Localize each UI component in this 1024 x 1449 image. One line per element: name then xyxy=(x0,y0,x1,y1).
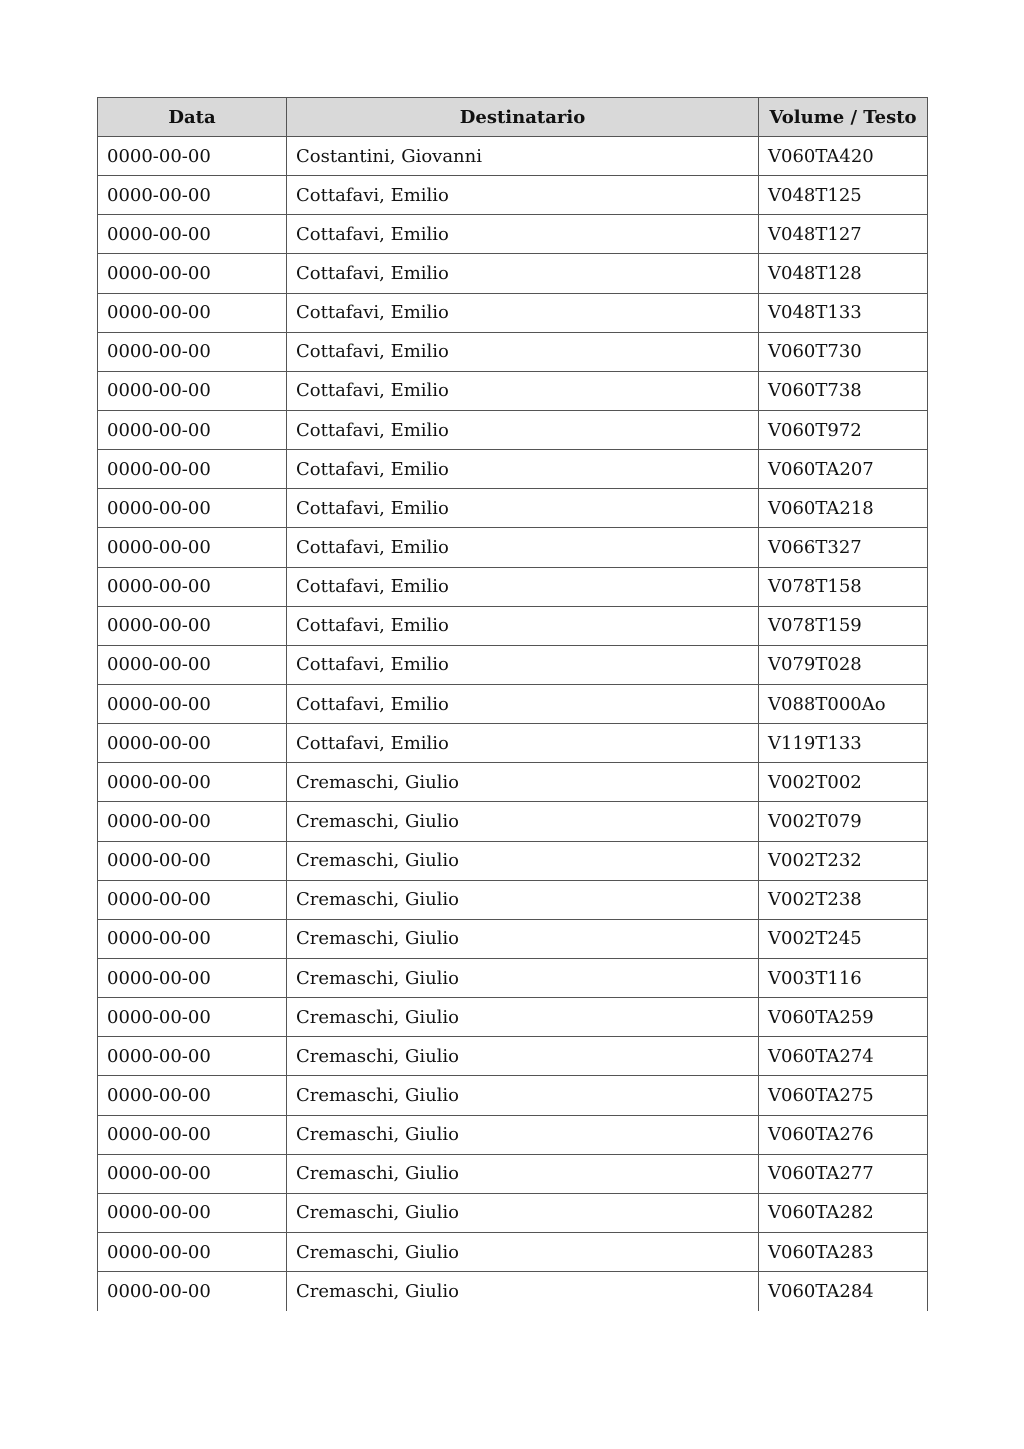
table-header-row xyxy=(98,98,928,137)
cell-recipient: Cottafavi, Emilio xyxy=(287,371,759,410)
cell-recipient: Cottafavi, Emilio xyxy=(287,606,759,645)
cell-volume-text: V060TA259 xyxy=(759,998,928,1037)
cell-recipient: Cottafavi, Emilio xyxy=(287,684,759,723)
cell-date: 0000-00-00 xyxy=(98,1154,287,1193)
cell-recipient: Cremaschi, Giulio xyxy=(287,841,759,880)
cell-volume-text: V088T000Ao xyxy=(759,684,928,723)
cell-date: 0000-00-00 xyxy=(98,1193,287,1232)
table-row xyxy=(98,293,928,332)
cell-date: 0000-00-00 xyxy=(98,528,287,567)
table-row xyxy=(98,802,928,841)
cell-recipient: Cottafavi, Emilio xyxy=(287,645,759,684)
cell-volume-text: V060TA207 xyxy=(759,450,928,489)
cell-volume-text: V060TA283 xyxy=(759,1232,928,1271)
cell-volume-text: V048T133 xyxy=(759,293,928,332)
cell-date: 0000-00-00 xyxy=(98,176,287,215)
cell-recipient: Cottafavi, Emilio xyxy=(287,254,759,293)
cell-volume-text: V002T238 xyxy=(759,880,928,919)
table-row xyxy=(98,332,928,371)
table-row xyxy=(98,215,928,254)
cell-volume-text: V066T327 xyxy=(759,528,928,567)
cell-date: 0000-00-00 xyxy=(98,684,287,723)
cell-date: 0000-00-00 xyxy=(98,1076,287,1115)
cell-date: 0000-00-00 xyxy=(98,371,287,410)
cell-recipient: Cremaschi, Giulio xyxy=(287,880,759,919)
cell-volume-text: V048T128 xyxy=(759,254,928,293)
cell-recipient: Cottafavi, Emilio xyxy=(287,450,759,489)
cell-recipient: Cremaschi, Giulio xyxy=(287,1193,759,1232)
cell-recipient: Cremaschi, Giulio xyxy=(287,1232,759,1271)
cell-date: 0000-00-00 xyxy=(98,1115,287,1154)
table-row xyxy=(98,1115,928,1154)
cell-volume-text: V060T730 xyxy=(759,332,928,371)
cell-recipient: Cremaschi, Giulio xyxy=(287,998,759,1037)
table-row xyxy=(98,958,928,997)
table-row xyxy=(98,919,928,958)
cell-date: 0000-00-00 xyxy=(98,880,287,919)
cell-recipient: Cottafavi, Emilio xyxy=(287,528,759,567)
table-row xyxy=(98,567,928,606)
cell-volume-text: V078T159 xyxy=(759,606,928,645)
cell-date: 0000-00-00 xyxy=(98,1037,287,1076)
table-row xyxy=(98,763,928,802)
cell-date: 0000-00-00 xyxy=(98,1272,287,1311)
cell-date: 0000-00-00 xyxy=(98,332,287,371)
cell-volume-text: V060TA276 xyxy=(759,1115,928,1154)
table-row xyxy=(98,1272,928,1311)
table-row xyxy=(98,606,928,645)
table-row xyxy=(98,841,928,880)
cell-recipient: Cottafavi, Emilio xyxy=(287,410,759,449)
cell-volume-text: V060TA275 xyxy=(759,1076,928,1115)
cell-recipient: Cremaschi, Giulio xyxy=(287,958,759,997)
cell-volume-text: V078T158 xyxy=(759,567,928,606)
table-row xyxy=(98,684,928,723)
cell-recipient: Costantini, Giovanni xyxy=(287,137,759,176)
cell-volume-text: V002T245 xyxy=(759,919,928,958)
cell-date: 0000-00-00 xyxy=(98,215,287,254)
cell-recipient: Cottafavi, Emilio xyxy=(287,724,759,763)
cell-date: 0000-00-00 xyxy=(98,645,287,684)
cell-date: 0000-00-00 xyxy=(98,998,287,1037)
cell-volume-text: V060TA218 xyxy=(759,489,928,528)
table-row xyxy=(98,137,928,176)
cell-recipient: Cottafavi, Emilio xyxy=(287,176,759,215)
cell-recipient: Cremaschi, Giulio xyxy=(287,1115,759,1154)
table-row xyxy=(98,450,928,489)
table-row xyxy=(98,489,928,528)
table-row xyxy=(98,1193,928,1232)
table-row xyxy=(98,1037,928,1076)
cell-date: 0000-00-00 xyxy=(98,137,287,176)
cell-volume-text: V002T232 xyxy=(759,841,928,880)
letters-index-table xyxy=(97,97,928,1311)
cell-date: 0000-00-00 xyxy=(98,489,287,528)
cell-recipient: Cottafavi, Emilio xyxy=(287,567,759,606)
cell-date: 0000-00-00 xyxy=(98,450,287,489)
table-row xyxy=(98,724,928,763)
cell-volume-text: V060TA274 xyxy=(759,1037,928,1076)
cell-recipient: Cremaschi, Giulio xyxy=(287,1076,759,1115)
cell-recipient: Cottafavi, Emilio xyxy=(287,293,759,332)
cell-recipient: Cottafavi, Emilio xyxy=(287,489,759,528)
cell-volume-text: V048T125 xyxy=(759,176,928,215)
cell-volume-text: V048T127 xyxy=(759,215,928,254)
table-row xyxy=(98,1232,928,1271)
cell-date: 0000-00-00 xyxy=(98,724,287,763)
cell-date: 0000-00-00 xyxy=(98,958,287,997)
cell-recipient: Cremaschi, Giulio xyxy=(287,1037,759,1076)
cell-date: 0000-00-00 xyxy=(98,841,287,880)
table-row xyxy=(98,1076,928,1115)
cell-recipient: Cremaschi, Giulio xyxy=(287,763,759,802)
cell-recipient: Cremaschi, Giulio xyxy=(287,919,759,958)
cell-volume-text: V060T738 xyxy=(759,371,928,410)
table-row xyxy=(98,528,928,567)
cell-date: 0000-00-00 xyxy=(98,1232,287,1271)
cell-volume-text: V119T133 xyxy=(759,724,928,763)
cell-recipient: Cottafavi, Emilio xyxy=(287,332,759,371)
header-volume-text: Volume / Testo xyxy=(759,98,928,137)
cell-recipient: Cremaschi, Giulio xyxy=(287,1272,759,1311)
cell-recipient: Cremaschi, Giulio xyxy=(287,802,759,841)
table-row xyxy=(98,998,928,1037)
table-row xyxy=(98,371,928,410)
cell-date: 0000-00-00 xyxy=(98,802,287,841)
cell-volume-text: V060TA420 xyxy=(759,137,928,176)
table-row xyxy=(98,254,928,293)
cell-date: 0000-00-00 xyxy=(98,567,287,606)
cell-date: 0000-00-00 xyxy=(98,606,287,645)
cell-volume-text: V003T116 xyxy=(759,958,928,997)
table-row xyxy=(98,645,928,684)
cell-volume-text: V002T079 xyxy=(759,802,928,841)
cell-date: 0000-00-00 xyxy=(98,919,287,958)
table-row xyxy=(98,1154,928,1193)
cell-volume-text: V079T028 xyxy=(759,645,928,684)
table-body xyxy=(98,137,928,1311)
cell-recipient: Cottafavi, Emilio xyxy=(287,215,759,254)
table-row xyxy=(98,880,928,919)
cell-volume-text: V060TA282 xyxy=(759,1193,928,1232)
cell-date: 0000-00-00 xyxy=(98,763,287,802)
cell-recipient: Cremaschi, Giulio xyxy=(287,1154,759,1193)
cell-date: 0000-00-00 xyxy=(98,254,287,293)
cell-volume-text: V060TA277 xyxy=(759,1154,928,1193)
header-recipient: Destinatario xyxy=(287,98,759,137)
cell-date: 0000-00-00 xyxy=(98,293,287,332)
table-row xyxy=(98,176,928,215)
table-row xyxy=(98,410,928,449)
cell-volume-text: V060T972 xyxy=(759,410,928,449)
cell-volume-text: V002T002 xyxy=(759,763,928,802)
cell-volume-text: V060TA284 xyxy=(759,1272,928,1311)
cell-date: 0000-00-00 xyxy=(98,410,287,449)
header-date: Data xyxy=(98,98,287,137)
